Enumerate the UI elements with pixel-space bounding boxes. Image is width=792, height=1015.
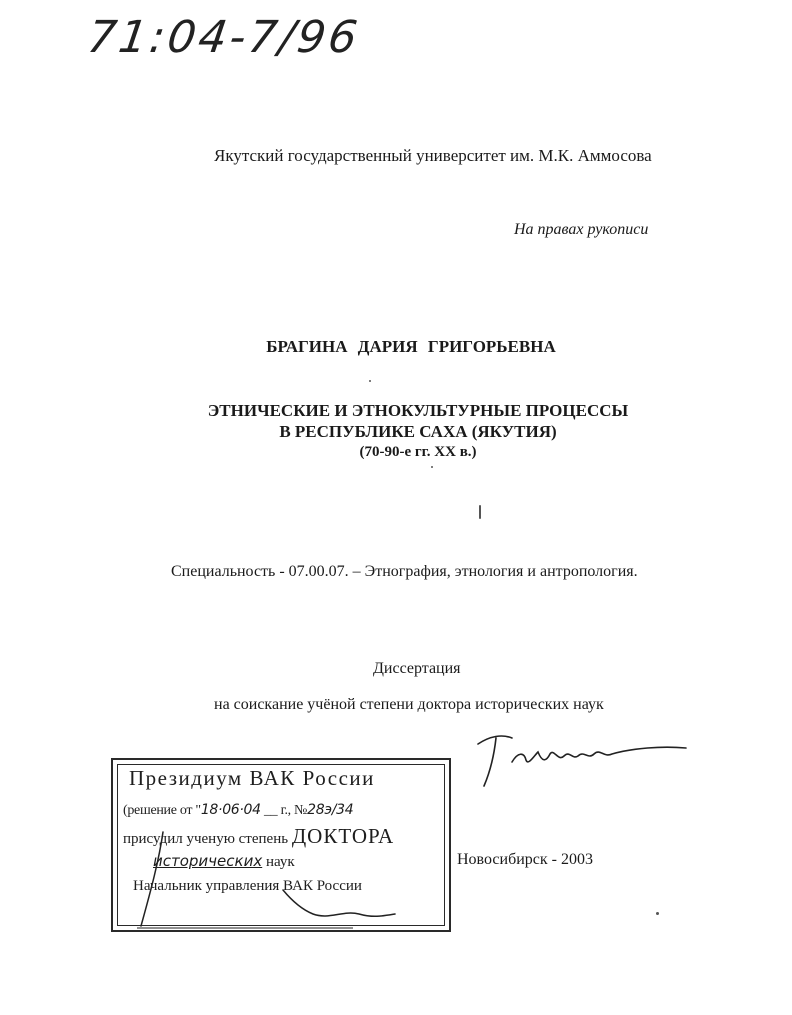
dissertation-type: Диссертация [373, 660, 461, 677]
author-name: БРАГИНА ДАРИЯ ГРИГОРЬЕВНА [266, 337, 556, 356]
dissertation-title [0, 400, 792, 463]
stamp-award-prefix: присудил ученую степень [123, 831, 292, 847]
stamp-signature [133, 830, 433, 930]
stamp-award-degree: ДОКТОРА [291, 824, 395, 848]
stamp-decision-number: 28э/34 [307, 802, 354, 818]
stamp-field-handwritten: исторических [153, 852, 263, 870]
title-line-1: ЭТНИЧЕСКИЕ И ЭТНОКУЛЬТУРНЫЕ ПРОЦЕССЫ [207, 401, 629, 420]
author-signature [472, 722, 692, 792]
stamp-decision-date: 18·06·04 [200, 802, 261, 818]
city-year-separator: - [547, 851, 561, 868]
university-name: Якутский государственный университет им. М.К. Аммосова [214, 146, 652, 165]
specialty-line: Специальность - 07.00.07. – Этнография, этнология и антропология. [171, 563, 638, 580]
vak-stamp [111, 758, 451, 932]
archive-code-handwritten: 71:04-7/96 [84, 12, 364, 63]
manuscript-rights-note: На правах рукописи [514, 221, 649, 238]
stamp-field-suffix: наук [262, 854, 295, 870]
city-name: Новосибирск [457, 851, 548, 868]
title-line-2: В РЕСПУБЛИКЕ САХА (ЯКУТИЯ) [279, 422, 557, 441]
stamp-decision-prefix: (решение от " [123, 803, 201, 818]
stamp-decision: (решение от "18·06·04 __ г., №28э/34 [123, 802, 354, 818]
scan-speck [431, 466, 433, 468]
title-line-3: (70-90-е гг. ХХ в.) [359, 444, 477, 460]
degree-sought: на соискание учёной степени доктора исторических наук [214, 696, 604, 713]
stamp-head-title: Начальник управления ВАК России [133, 878, 362, 894]
stamp-title: Президиум ВАК России [129, 766, 375, 790]
scan-speck [656, 912, 659, 915]
scan-speck [369, 380, 371, 382]
city-year [457, 851, 593, 869]
publication-year: 2003 [560, 851, 593, 868]
scan-speck [479, 505, 481, 519]
stamp-decision-mid: г., № [280, 803, 308, 818]
